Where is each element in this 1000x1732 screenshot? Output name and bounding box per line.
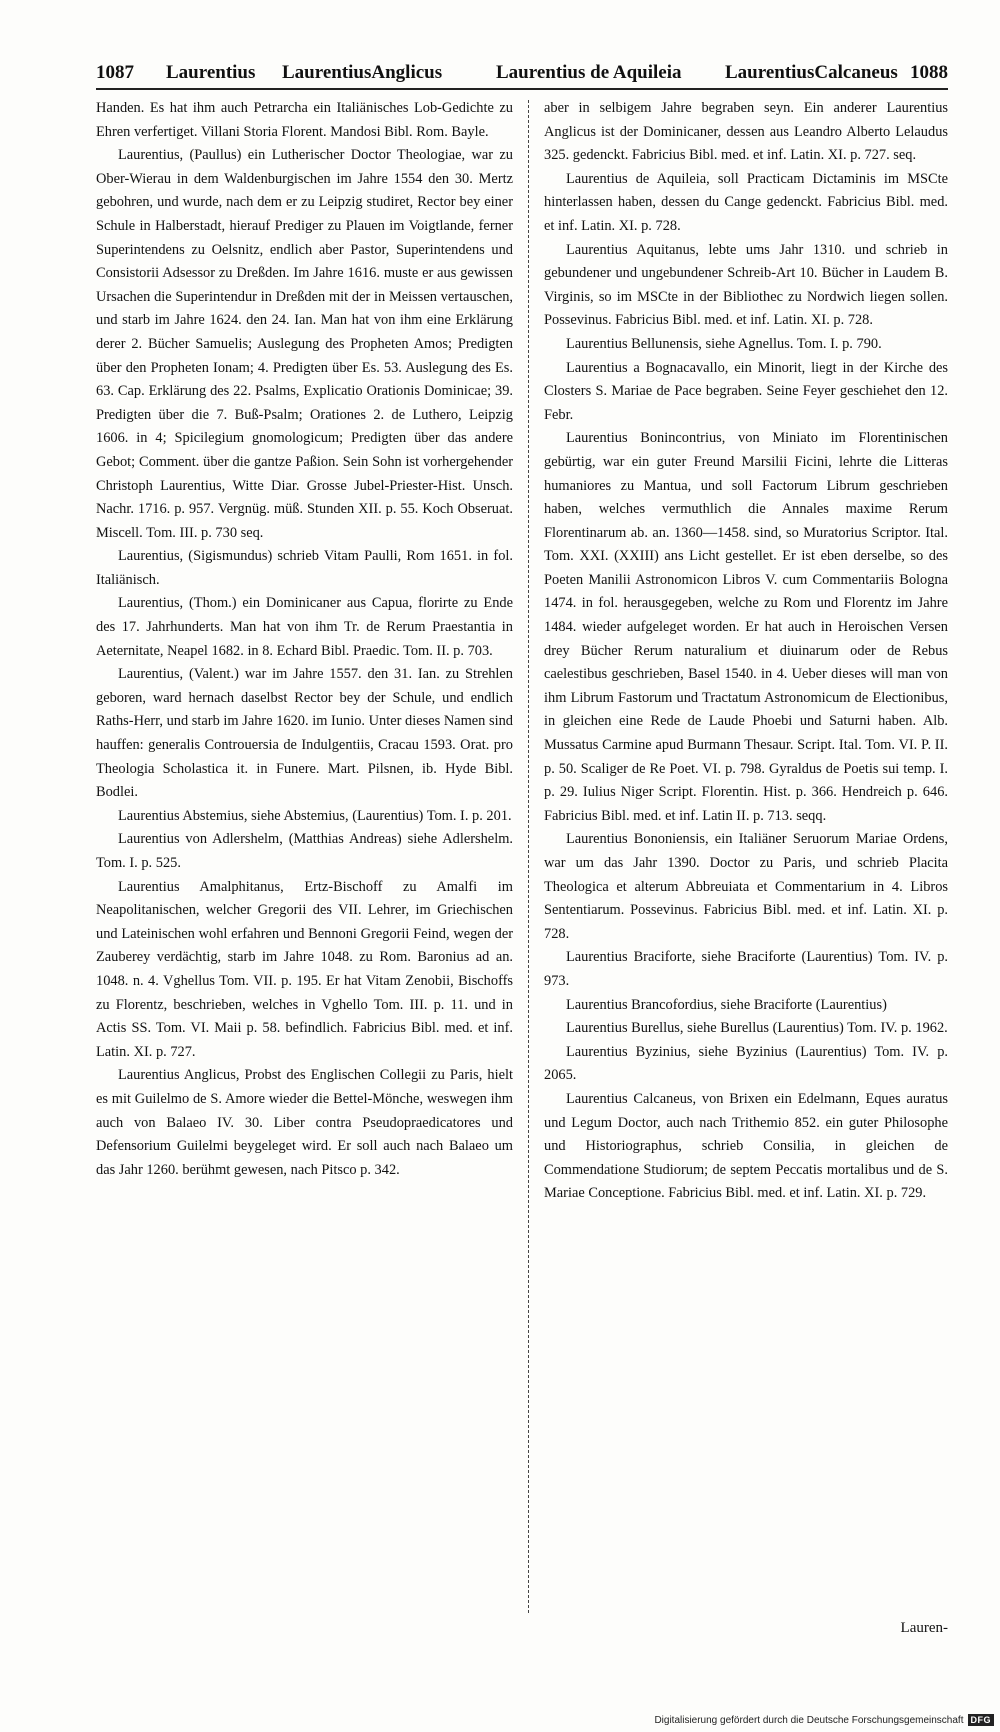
header-keyword-3: Laurentius de Aquileia [496, 62, 682, 83]
lexicon-entry: aber in selbigem Jahre begraben seyn. Ein anderer Laurentius Anglicus ist der Dominicaner, dessen aus Leandro Alberto Lelaudus 325. gedenckt. Fabricius Bibl. med. et inf. Latin. XI. p. 727. seq. [544, 100, 948, 164]
left-column [96, 97, 513, 1617]
running-header [96, 58, 948, 88]
lexicon-entry: Laurentius Anglicus, Probst des Englischen Collegii zu Paris, hielt es mit Guilelmo de S. Amore wieder die Bettel-Mönche, weswegen ihm auch von Balaeo IV. 30. Liber contra Pseudopraedicatores und Defensorium Guilelmi beygeleget wird. Er soll auch nach Balaeo um das Jahr 1260. berühmt gewesen, nach Pitsco p. 342. [96, 1067, 513, 1178]
header-keyword-2: LaurentiusAnglicus [282, 62, 443, 83]
lexicon-entry: Laurentius Calcaneus, von Brixen ein Edelmann, Eques auratus und Legum Doctor, auch nach Trithemio 852. ein guter Philosophe und Historiographus, schrieb Consilia, in gleichen de Commendatione Studiorum; de septem Peccatis mortalibus und de S. Mariae Conceptione. Fabricius Bibl. med. et inf. Latin. XI. p. 729. [544, 1090, 948, 1202]
lexicon-entry: Laurentius de Aquileia, soll Practicam Dictaminis im MSCte hinterlassen haben, dessen du Cange gedenckt. Fabricius Bibl. med. et inf. Latin. XI. p. 728. [544, 170, 948, 234]
header-rule [96, 88, 948, 90]
lexicon-entry: Laurentius a Bognacavallo, ein Minorit, liegt in der Kirche des Closters S. Mariae de Pace begraben. Seine Feyer geschiehet den 12. Febr. [544, 359, 948, 423]
page-number-right: 1088 [910, 62, 948, 83]
column-divider [528, 100, 529, 1613]
header-keyword-1: Laurentius [166, 62, 256, 83]
lexicon-entry: Laurentius Amalphitanus, Ertz-Bischoff zu Amalfi im Neapolitanischen, welcher Gregorii des VII. Lehrer, im Griechischen und Lateinischen wohl erfahren und Bennoni Gregorii Feind, wegen der Zauberey verdächtig, starb im Jahre 1048. zu Rom. Baronius ad an. 1048. n. 4. Vghellus Tom. VII. p. 195. Er hat Vitam Zenobii, Bischoffs zu Florentz, beschrieben, welches in Vghello Tom. III. p. 11. und in Actis SS. Tom. VI. Maii p. 58. befindlich. Fabricius Bibl. med. et inf. Latin. XI. p. 727. [96, 878, 513, 1060]
lexicon-entry: Laurentius Bellunensis, siehe Agnellus. Tom. I. p. 790. [566, 335, 882, 352]
lexicon-entry: Laurentius Byzinius, siehe Byzinius (Laurentius) Tom. IV. p. 2065. [544, 1043, 948, 1084]
lexicon-entry: Laurentius Burellus, siehe Burellus (Laurentius) Tom. IV. p. 1962. [566, 1020, 948, 1037]
lexicon-entry: Laurentius Bononiensis, ein Italiäner Seruorum Mariae Ordens, war um das Jahr 1390. Doctor zu Paris, und schrieb Placita Theologica et alterum Abbreuiata et Commentarium in 4. Libros Sententiarum. Possevinus. Fabricius Bibl. med. et inf. Latin. XI. p. 728. [544, 831, 948, 942]
right-column [544, 97, 948, 1617]
lexicon-entry: Laurentius Braciforte, siehe Braciforte (Laurentius) Tom. IV. p. 973. [544, 949, 948, 989]
catchword: Lauren- [900, 1620, 948, 1636]
lexicon-entry: Laurentius, (Valent.) war im Jahre 1557. den 31. Ian. zu Strehlen geboren, ward hernach daselbst Rector bey der Schule, und endlich Raths-Herr, und starb im Jahre 1620. im Iunio. Unter dieses Namen sind hauffen: generalis Controuersia de Indulgentiis, Cracau 1593. Orat. pro Theologia Scholastica it. in Funere. Mart. Pilsnen, ib. Hyde Bibl. Bodlei. [96, 666, 513, 801]
lexicon-entry: Laurentius Brancofordius, siehe Braciforte (Laurentius) [566, 996, 887, 1013]
header-keyword-4: LaurentiusCalcaneus [725, 62, 898, 83]
footer-text: Digitalisierung gefördert durch die Deutsche Forschungsgemeinschaft [654, 1714, 964, 1726]
lexicon-entry: Laurentius Aquitanus, lebte ums Jahr 1310. und schrieb in gebundener und ungebundener Schreib-Art 10. Bücher in Laudem B. Virginis, so im MSCte in der Bibliothec zu Nordwich liegen sollen. Possevinus. Fabricius Bibl. med. et inf. Latin. XI. p. 728. [544, 241, 948, 329]
lexicon-entry: Laurentius, (Sigismundus) schrieb Vitam Paulli, Rom 1651. in fol. Italiänisch. [96, 548, 513, 588]
lexicon-entry: Handen. Es hat ihm auch Petrarcha ein Italiänisches Lob-Gedichte zu Ehren verfertiget. Villani Storia Florent. Mandosi Bibl. Rom. Bayle. [96, 100, 513, 140]
lexicon-entry: Laurentius Abstemius, siehe Abstemius, (Laurentius) Tom. I. p. 201. [118, 807, 512, 824]
lexicon-entry: Laurentius, (Paullus) ein Lutherischer Doctor Theologiae, war zu Ober-Wierau in dem Waldenburgischen im Jahre 1554 den 30. Mertz gebohren, und wurde, nach dem er zu Leipzig studiret, Rector bey einer Schule in Halberstadt, hierauf Prediger zu Plauen im Voigtlande, ferner Superintendens zu Oelsnitz, endlich aber Pastor, Superintendens und Consistorii Adsessor zu Dreßden. Im Jahre 1616. muste er aus gewissen Ursachen die Superintendur in Dreßden mit der in Meissen vertauschen, und starb im Jahre 1624. den 24. Ian. Man hat von ihm eine Erklärung derer 2. Bücher Samuelis; Auslegung des Propheten Amos; Predigten über den Propheten Ionam; 4. Predigten über Es. 53. Auslegung des Es. 63. Cap. Erklärung des 22. Psalms, Explicatio Orationis Dominicae; 39. Predigten über die 7. Buß-Psalm; Orationes 2. de Luthero, Leipzig 1606. in 4; Spicilegium gnomologicum; Predigten über das andere Gebot; Comment. über die gantze Paßion. Sein Sohn ist vorhergehender Christoph Laurentius, Witte Diar. Grosse Jubel-Priester-Hist. Unsch. Nachr. 1716. p. 957. Vergnüg. müß. Stunden XII. p. 55. Koch Obseruat. Miscell. Tom. III. p. 730 seq. [96, 147, 513, 541]
lexicon-entry: Laurentius von Adlershelm, (Matthias Andreas) siehe Adlershelm. Tom. I. p. 525. [96, 831, 513, 871]
lexicon-entry: Laurentius, (Thom.) ein Dominicaner aus Capua, florirte zu Ende des 17. Jahrhunderts. Man hat von ihm Tr. de Rerum Praestantia in Aeternitate, Neapel 1682. in 8. Echard Bibl. Praedic. Tom. II. p. 703. [96, 595, 513, 659]
digitization-footer [654, 1714, 994, 1726]
lexicon-entry: Laurentius Bonincontrius, von Miniato im Florentinischen gebürtig, war ein guter Freund Marsilii Ficini, lehrte die Litteras humaniores zu Mantua, und soll Factorum Librum geschrieben haben, welches vermuthlich die Annales maxime Rerum Florentinarum ab. an. 1360—1458. sind, so Muratorius Scriptor. Ital. Tom. XXI. (XXIII) ans Licht gestellet. Er ist eben derselbe, so des Poeten Manilii Astronomicon Libros V. cum Commentariis Bologna 1474. in fol. herausgegeben, welche zu Rom und Florentz im Jahre 1484. wieder aufgeleget worden. Er hat auch in Heroischen Versen drey Bücher Rerum naturalium et diuinarum oder de Rebus caelestibus geschrieben, Basel 1540. in 4. Ueber dieses will man von ihm Librum Fastorum und Tractatum Astronomicum de Electionibus, in gleichen eine Rede de Laude Phoebi und Saturni haben. Alb. Mussatus Carmine apud Burmann Thesaur. Script. Ital. Tom. VI. P. II. p. 50. Scaliger de Re Poet. VI. p. 798. Gyraldus de Poetis sui temp. I. p. 29. Iulius Niger Script. Florentin. Hist. p. 366. Hendreich p. 646. Fabricius Bibl. med. et inf. Latin II. p. 713. seqq. [544, 430, 948, 824]
dfg-logo: DFG [968, 1714, 995, 1726]
page-number-left: 1087 [96, 62, 134, 83]
